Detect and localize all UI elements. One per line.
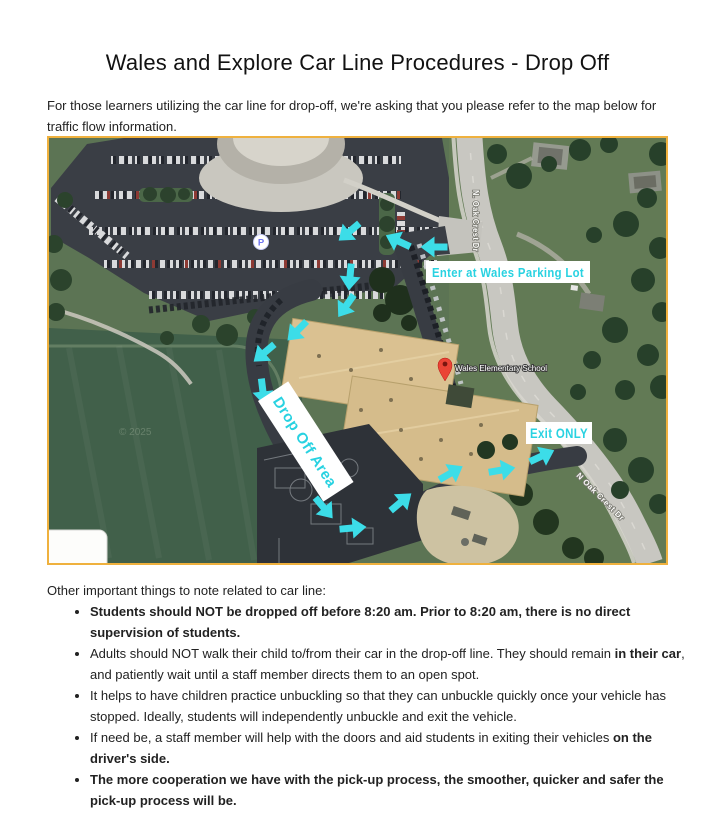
parking-icon xyxy=(254,235,269,250)
road-label-vertical: N. Oak Crest Dr xyxy=(471,190,480,257)
note-text: If need be, a staff member will help with the doors and aid students in exiting their vehicles xyxy=(90,730,613,745)
satellite-map xyxy=(49,138,666,563)
note-item xyxy=(90,727,685,769)
note-text: on the driver's side. xyxy=(90,730,652,766)
note-text: , and patiently wait until a staff member directs them to an open spot. xyxy=(90,646,685,682)
note-text: The more cooperation we have with the pick-up process, the smoother, quicker and safer the pick-up process will be. xyxy=(90,772,664,808)
enter-label xyxy=(426,261,590,283)
note-item xyxy=(90,769,685,811)
note-item xyxy=(90,643,685,685)
notes-heading: Other important things to note related to car line: xyxy=(47,583,326,598)
exit-label-text: Exit ONLY xyxy=(530,426,588,441)
drop-off-label-text: Drop Off Area xyxy=(269,394,340,490)
notes-list xyxy=(47,601,685,811)
school-name-label: Wales Elementary School xyxy=(455,363,548,373)
map-watermark: © 2025 xyxy=(119,427,152,438)
page-title: Wales and Explore Car Line Procedures - Drop Off xyxy=(105,50,610,75)
map-inset-box xyxy=(49,530,107,563)
intro-paragraph: For those learners utilizing the car line for drop-off, we're asking that you please refer to the map below for traffic flow information. xyxy=(47,98,657,134)
parking-icon-letter: P xyxy=(257,237,265,249)
traffic-map-image xyxy=(47,136,668,565)
exit-label xyxy=(526,422,592,444)
note-item xyxy=(90,601,685,643)
note-item xyxy=(90,685,685,727)
road-label-diagonal: N Oak Crest Dr xyxy=(574,471,627,523)
note-text: Students should NOT be dropped off before 8:20 am. Prior to 8:20 am, there is no direct supervision of students. xyxy=(90,604,631,640)
enter-label-text: Enter at Wales Parking Lot xyxy=(432,265,585,280)
note-text: It helps to have children practice unbuckling so that they can unbuckle quickly once your vehicle has stopped. Ideally, students will independently unbuckle and exit the vehicle. xyxy=(90,688,666,724)
note-text: in their car xyxy=(614,646,682,661)
note-text: Adults should NOT walk their child to/from their car in the drop-off line. They should remain xyxy=(90,646,615,661)
